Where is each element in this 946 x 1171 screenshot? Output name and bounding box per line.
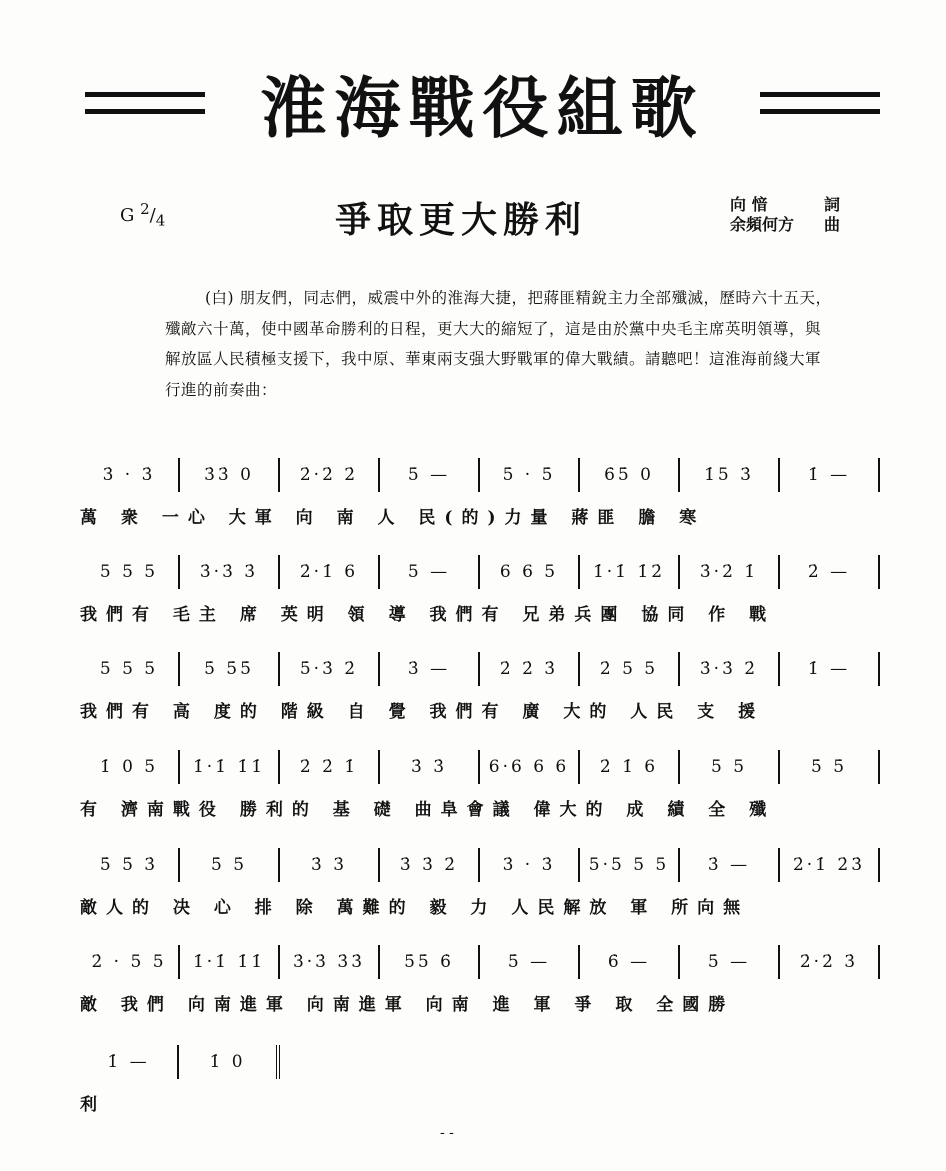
measure: 3̇ · 3̇ (480, 848, 580, 882)
measure: 2̇ 1̇ 6 (580, 750, 680, 784)
title-rule-right (760, 92, 880, 114)
time-bottom: 4 (155, 211, 166, 230)
measure: 1̇ 0 (179, 1045, 280, 1079)
measure: 5̇5̇ 6̇ (380, 945, 480, 979)
measure: 6 6 5 (480, 555, 580, 589)
measure: 1̇·1̇ 1̇1̇ (180, 750, 280, 784)
key-name: G (120, 205, 135, 226)
measure: 2̇ 5 5 (580, 652, 680, 686)
measure: 2̇ 2̇ 3̇ (480, 652, 580, 686)
measure: 3̇ — (680, 848, 780, 882)
composer: 余頻何方 (730, 215, 795, 234)
measure: 5̇ 5̇ (780, 750, 880, 784)
narration: (白) 朋友們，同志們，威震中外的淮海大捷，把蔣匪精銳主力全部殲滅，歷時六十五天，殲敵六十萬，使中國革命勝利的日程，更大大的縮短了，這是由於黨中央毛主席英明領導，與解放區人民積極支援下，我中原、華東兩支强大野戰軍的偉大戰績。請聽吧！這淮海前綫大軍行進的前奏曲： (165, 289, 832, 399)
title-rule-left (85, 92, 205, 114)
measure: 5̇ 5̇5̇ (180, 652, 280, 686)
measure: 3̇ · 3̇ (80, 458, 180, 492)
measure: 5̇ — (480, 945, 580, 979)
song-title: 爭取更大勝利 (335, 200, 588, 241)
credits (730, 195, 840, 235)
lyric-line: 敵 我們 向南進軍 向南進軍 向南 進 軍 爭 取 全國勝 (80, 995, 735, 1015)
lyric-line: 萬 衆 一心 大軍 向 南 人 民(的)力量 蔣匪 膽 寒 (80, 508, 706, 528)
measure: 3̇ 3̇ (380, 750, 480, 784)
notation-row (80, 555, 880, 589)
measure: 5̇ — (380, 458, 480, 492)
measure: 5 — (380, 555, 480, 589)
page-number: - - (440, 1125, 454, 1141)
time-top: 2 (140, 200, 150, 218)
measure: 1̇ — (80, 1045, 179, 1079)
lyric-line: 我們有 毛主 席 英明 領 導 我們有 兄弟兵團 協同 作 戰 (80, 605, 776, 625)
notation-row (80, 1045, 280, 1079)
measure: 5̇ 5̇ 3̇ (80, 848, 180, 882)
measure: 3̇ 3̇ 2̇ (380, 848, 480, 882)
measure: 1̇ 0 5 (80, 750, 180, 784)
measure: 2̇·2̇ 3̇ (780, 945, 880, 979)
measure: 3̇3̇ 0 (180, 458, 280, 492)
measure: 2̇·1̇ 2̇3̇ (780, 848, 880, 882)
measure: 5̇ — (680, 945, 780, 979)
measure: 1̇·1̇ 1̇2̇ (580, 555, 680, 589)
measure: 5̇·3̇ 2̇ (280, 652, 380, 686)
measure: 2̇ — (780, 555, 880, 589)
lyric-line: 敵人的 决 心 排 除 萬難的 毅 力 人民解放 軍 所向無 (80, 898, 750, 918)
measure: 3̇ 3̇ (280, 848, 380, 882)
lyric-line: 利 (80, 1095, 106, 1115)
notation-row (80, 458, 880, 492)
measure: 5 5 (680, 750, 780, 784)
notation-row (80, 945, 880, 979)
measure: 3̇·3̇ 2̇ (680, 652, 780, 686)
notation-row (80, 848, 880, 882)
lyricist: 向 愔 (730, 195, 768, 214)
measure: 5̇ · 5̇ (480, 458, 580, 492)
lyric-line: 有 濟南戰役 勝利的 基 礎 曲阜會議 偉大的 成 績 全 殲 (80, 800, 776, 820)
measure: 5·5 5 5 (580, 848, 680, 882)
lyricist-role: 詞 (823, 195, 840, 214)
measure: 2̇·1̇ 6 (280, 555, 380, 589)
notation-row (80, 750, 880, 784)
lyric-line: 我們有 高 度的 階級 自 覺 我們有 廣 大的 人民 支 援 (80, 702, 765, 722)
measure: 1̇ — (780, 652, 880, 686)
suite-title: 淮海戰役組歌 (260, 70, 705, 147)
measure: 5 5 5 (80, 555, 180, 589)
measure: 3̇·3̇ 3̇3̇ (280, 945, 380, 979)
composer-role: 曲 (823, 215, 840, 234)
measure: 5 5 5 (80, 652, 180, 686)
key-signature: G $^2/_4$ (120, 200, 166, 230)
measure: 6·6 6 6 (480, 750, 580, 784)
measure: 5̇ 5̇ (180, 848, 280, 882)
measure: 1̇5 3̇ (680, 458, 780, 492)
measure: 2̇ · 5 5 (80, 945, 180, 979)
measure: 3̇·2̇ 1̇ (680, 555, 780, 589)
title-banner (85, 55, 880, 150)
measure: 1̇·1̇ 1̇1̇ (180, 945, 280, 979)
measure: 2̇·2̇ 2̇ (280, 458, 380, 492)
measure: 2̇ 2̇ 1̇ (280, 750, 380, 784)
measure: 6̇5̇ 0 (580, 458, 680, 492)
measure: 6̇ — (580, 945, 680, 979)
measure: 3̇·3̇ 3̇ (180, 555, 280, 589)
measure: 1̇ — (780, 458, 880, 492)
measure: 3̇ — (380, 652, 480, 686)
notation-row (80, 652, 880, 686)
